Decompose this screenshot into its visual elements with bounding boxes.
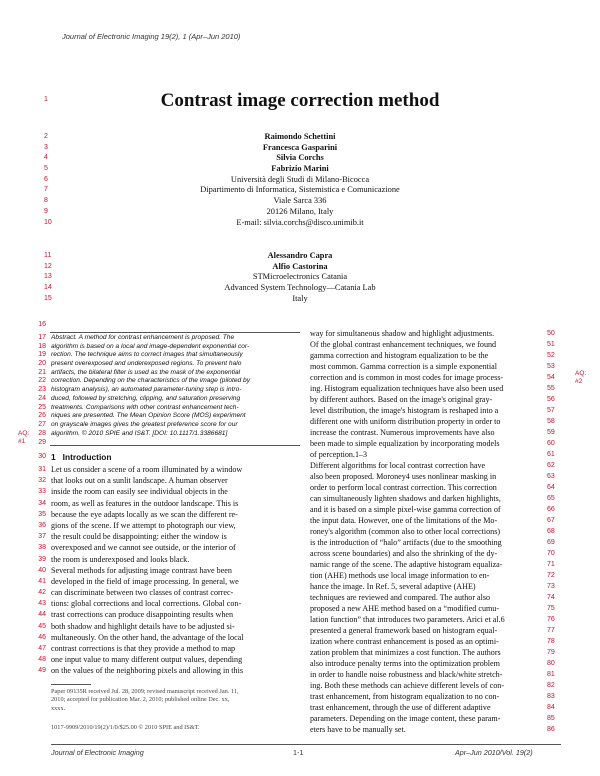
- author-affiliation-block-1: [120, 132, 480, 228]
- body-text-line: gions of the scene. If we attempt to photograph our view,: [51, 520, 236, 530]
- body-text-line: multaneously. On the other hand, the advantage of the local: [51, 632, 244, 642]
- body-text-line: the room is underexposed and looks black.: [51, 554, 190, 564]
- line-number: 9: [44, 207, 48, 215]
- line-number: 60: [547, 440, 555, 447]
- abstract-line: niques are presented. The Mean Opinion Score (MOS) experiment: [51, 412, 246, 420]
- line-number: 53: [547, 363, 555, 370]
- body-text-line: correction and is common in most codes for image process-: [310, 373, 504, 382]
- line-number: 81: [547, 671, 555, 678]
- footnote-line: xxxx.: [51, 704, 66, 712]
- author-line: 20126 Milano, Italy: [266, 206, 334, 216]
- line-number: 56: [547, 396, 555, 403]
- line-number: 47: [38, 645, 46, 652]
- abstract-bottom-rule: [50, 445, 300, 446]
- author-line: Italy: [292, 293, 308, 303]
- left-column-body: [51, 464, 302, 677]
- line-number: 63: [547, 473, 555, 480]
- line-number: 1: [44, 96, 48, 103]
- body-text-line: Different algorithms for local contrast correction have: [310, 461, 486, 470]
- body-text-line: most common. Gamma correction is a simple exponential: [310, 362, 498, 371]
- line-number: 31: [38, 466, 46, 473]
- line-number: 18: [38, 342, 46, 350]
- body-text-line: Of the global contrast enhancement techniques, we found: [310, 340, 497, 349]
- body-text-line: level distribution, the image's histogram is reshaped into a: [310, 406, 499, 415]
- line-number: 48: [38, 656, 46, 664]
- body-text-line: proposed a new AHE method based on a “modified cumu-: [310, 604, 500, 613]
- abstract-line: correction. Depending on the characteristics of the image (piloted by: [51, 377, 251, 385]
- line-number: 45: [38, 622, 46, 630]
- line-number: 26: [38, 412, 46, 420]
- line-number: 74: [547, 594, 555, 601]
- body-text-line: can discriminate between two classes of contrast correc-: [51, 588, 234, 598]
- body-text-line: Let us consider a scene of a room illuminated by a window: [51, 465, 243, 474]
- line-number: 28: [38, 429, 46, 437]
- body-text-line: eters have to be manually set.: [310, 725, 406, 734]
- line-number: 20: [38, 360, 46, 368]
- line-number: 64: [547, 484, 555, 491]
- body-text-line: that looks out on a sunlit landscape. A human observer: [51, 476, 228, 486]
- line-number: 51: [547, 341, 555, 348]
- body-text-line: ing. Histogram equalization techniques have also been used: [310, 384, 504, 393]
- issn-line: 1017-9909/2010/19(2)/1/0/$25.00 © 2010 SPIE and IS&T.: [51, 724, 200, 731]
- body-text-line: hance the image. In Ref. 5, several adaptive (AHE): [310, 582, 476, 591]
- author-query-marker[interactable]: AQ: #1: [18, 430, 30, 445]
- line-number: 21: [38, 368, 46, 376]
- body-text-line: can simultaneously lighten shadows and darken highlights,: [310, 494, 501, 503]
- line-number: 58: [547, 418, 555, 425]
- body-text-line: on the values of the neighboring pixels and allowing in this: [51, 666, 243, 676]
- line-number: 30: [38, 453, 46, 460]
- body-text-line: lation function” that introduces two parameters. Arici et al.6: [310, 615, 505, 624]
- footer-issue: Apr–Jun 2010/Vol. 19(2): [455, 748, 533, 757]
- body-text-line: room, as well as features in the outdoor landscape. This is: [51, 498, 239, 508]
- line-number: 46: [38, 633, 46, 641]
- section-heading: [51, 452, 112, 462]
- author-line: Silvia Corchs: [276, 153, 324, 163]
- body-text-line: in order to handle noise robustness and black/white stretch-: [310, 670, 503, 679]
- page-number: 1-1: [293, 748, 304, 757]
- line-number: 75: [547, 605, 555, 612]
- body-text-line: the result could be disappointing: either the window is: [51, 532, 227, 542]
- body-text-line: increase the contrast. Numerous improvements have also: [310, 428, 495, 437]
- line-number: 34: [38, 499, 46, 507]
- abstract-line: algorithm. © 2010 SPIE and IS&T. [DOI: 10.1117/1.3386681]: [51, 429, 228, 437]
- author-line: Alfio Castorina: [272, 261, 328, 271]
- line-number: 71: [547, 561, 555, 568]
- line-number: 61: [547, 451, 555, 458]
- line-number: 85: [547, 715, 555, 722]
- abstract: [51, 334, 300, 438]
- line-number: 17: [38, 334, 46, 341]
- line-number: 16: [38, 321, 46, 328]
- line-number: 39: [38, 555, 46, 563]
- body-text-line: namic range of the scene. The adaptive histogram equaliza-: [310, 560, 503, 569]
- footer-rule: [51, 744, 561, 745]
- footnote-line: Paper 09135R received Jul. 28, 2009; revised manuscript received Jan. 11,: [51, 688, 239, 695]
- running-header: Journal of Electronic Imaging 19(2), 1 (Apr–Jun 2010): [62, 32, 241, 41]
- line-number: 7: [44, 186, 48, 194]
- body-text-line: the input data. However, one of the limitations of the Mo-: [310, 516, 498, 525]
- abstract-line: rection. The technique aims to correct images that simultaneously: [51, 351, 243, 359]
- line-number: 66: [547, 506, 555, 513]
- line-number: 54: [547, 374, 555, 381]
- author-affiliation-block-2: [120, 251, 480, 304]
- author-line: Raimondo Schettini: [264, 132, 336, 141]
- line-number: 40: [38, 566, 46, 574]
- body-text-line: overexposed and we cannot see outside, or the interior of: [51, 543, 236, 553]
- body-text-line: roney's algorithm (common also to other local corrections): [310, 527, 501, 536]
- line-number: 36: [38, 521, 46, 529]
- body-text-line: presented a general framework based on histogram equal-: [310, 626, 498, 635]
- abstract-line: histogram analysis), an automated parameter-tuning step is intro-: [51, 386, 242, 394]
- line-number: 55: [547, 385, 555, 392]
- line-number: 2: [44, 133, 48, 140]
- line-number: 49: [38, 667, 46, 675]
- body-text-line: also been proposed. Moroney4 uses nonlinear masking in: [310, 472, 497, 481]
- line-number: 50: [547, 330, 555, 337]
- abstract-top-rule: [50, 332, 300, 333]
- body-text-line: trast enhancement, through the use of different adaptive: [310, 703, 491, 712]
- abstract-line: present overexposed and underexposed regions. To prevent halo: [51, 360, 242, 368]
- line-number: 70: [547, 550, 555, 557]
- body-text-line: tions: global corrections and local corrections. Global con-: [51, 599, 242, 609]
- line-number: 72: [547, 572, 555, 579]
- abstract-line: algorithm is based on a local and image-dependent exponential cor-: [51, 342, 250, 350]
- line-number: 32: [38, 477, 46, 485]
- author-line: Viale Sarca 336: [273, 196, 327, 206]
- author-line: Alessandro Capra: [267, 251, 333, 260]
- line-number: 79: [547, 649, 555, 656]
- abstract-line: treatments. Comparisons with other contrast enhancement tech-: [51, 403, 239, 411]
- line-number: 59: [547, 429, 555, 436]
- body-text-line: of perception.1–3: [310, 450, 368, 459]
- body-text-line: been made to simple equalization by incorporating models: [310, 439, 500, 448]
- body-text-line: across scene boundaries) and also the shrinking of the dy-: [310, 549, 498, 558]
- body-text-line: zation problem that minimizes a cost function. The authors: [310, 648, 501, 657]
- author-line: STMicroelectronics Catania: [252, 272, 348, 282]
- line-number: 29: [38, 439, 46, 446]
- line-number: 25: [38, 403, 46, 411]
- line-number: 37: [38, 533, 46, 541]
- body-text-line: trast enhancement, from histogram equalization to no con-: [310, 692, 500, 701]
- line-number: 6: [44, 175, 48, 183]
- body-text-line: is the introduction of “halo” artifacts (due to the smoothing: [310, 538, 502, 547]
- line-number: 33: [38, 488, 46, 496]
- line-number: 57: [547, 407, 555, 414]
- line-number: 8: [44, 197, 48, 205]
- abstract-line: Abstract. A method for contrast enhancement is proposed. The: [51, 334, 235, 341]
- author-line: Advanced System Technology—Catania Lab: [224, 283, 376, 293]
- line-number: 19: [38, 351, 46, 359]
- line-number: 24: [38, 394, 46, 402]
- line-number: 52: [547, 352, 555, 359]
- body-text-line: different one with uniform distribution property in order to: [310, 417, 501, 426]
- line-number: 38: [38, 544, 46, 552]
- line-number: 5: [44, 165, 48, 173]
- line-number: 3: [44, 143, 48, 151]
- left-column-line-numbers: [30, 464, 46, 677]
- line-number: 73: [547, 583, 555, 590]
- line-number: 22: [38, 377, 46, 385]
- line-number: 80: [547, 660, 555, 667]
- body-text-line: parameters. Depending on the image content, these param-: [310, 714, 501, 723]
- line-number: 68: [547, 528, 555, 535]
- body-text-line: trast corrections can produce disappointing results when: [51, 610, 234, 620]
- abstract-line: artifacts, the bilateral filter is used as the mask of the exponential: [51, 368, 241, 376]
- author-line: Fabrizio Marini: [271, 164, 329, 174]
- line-number: 14: [44, 284, 52, 292]
- body-text-line: one input value to many different output values, depending: [51, 655, 243, 665]
- right-column-line-numbers: [547, 328, 561, 735]
- paper-title: Contrast image correction method: [160, 90, 440, 111]
- line-number: 27: [38, 420, 46, 428]
- line-number: 67: [547, 517, 555, 524]
- line-number: 10: [44, 218, 52, 226]
- footnote: [51, 688, 301, 713]
- line-number: 12: [44, 262, 52, 270]
- line-number: 35: [38, 510, 46, 518]
- line-number: 76: [547, 616, 555, 623]
- body-text-line: techniques are reviewed and compared. The author also: [310, 593, 491, 602]
- body-text-line: ing. Both these methods can achieve different levels of con-: [310, 681, 505, 690]
- author-line-numbers: [44, 132, 58, 228]
- body-text-line: also introduce penalty terms into the optimization problem: [310, 659, 500, 668]
- line-number: 13: [44, 273, 52, 281]
- line-number: 62: [547, 462, 555, 469]
- abstract-line-numbers: [30, 334, 46, 438]
- footnote-rule: [51, 684, 91, 685]
- right-column-body: [310, 328, 545, 735]
- line-number: 44: [38, 611, 46, 619]
- body-text-line: gamma correction and histogram equalization to be the: [310, 351, 489, 360]
- section-title: Introduction: [62, 452, 112, 462]
- author-line: Dipartimento di Informatica, Sistemistica e Comunicazione: [200, 185, 400, 195]
- line-number: 43: [38, 600, 46, 608]
- line-number: 82: [547, 682, 555, 689]
- body-text-line: order to perform local contrast correction. This correction: [310, 483, 497, 492]
- author-query-marker[interactable]: AQ: #2: [575, 370, 587, 385]
- line-number: 65: [547, 495, 555, 502]
- body-text-line: developed in the field of image processing. In general, we: [51, 576, 239, 586]
- body-text-line: way for simultaneous shadow and highlight adjustments.: [310, 329, 495, 338]
- abstract-line: on grayscale images gives the greatest preference score for our: [51, 420, 238, 428]
- body-text-line: and it is based on a simple pixel-wise gamma correction of: [310, 505, 501, 514]
- body-text-line: by different authors. Based on the image's original gray-: [310, 395, 493, 404]
- line-number: 86: [547, 726, 555, 733]
- author-line: E-mail: silvia.corchs@disco.unimib.it: [236, 217, 364, 227]
- line-number: 23: [38, 386, 46, 394]
- line-number: 11: [44, 252, 52, 259]
- author-line-numbers: [44, 251, 58, 304]
- section-number: 1: [51, 452, 56, 462]
- line-number: 4: [44, 154, 48, 162]
- footnote-line: 2010; accepted for publication Mar. 2, 2010; published online Dec. xx,: [51, 696, 230, 704]
- abstract-line: duced, followed by stretching, clipping, and saturation preserving: [51, 394, 241, 402]
- body-text-line: both shadow and highlight details have to be adjusted si-: [51, 621, 235, 631]
- body-text-line: ization where contrast enhancement is posed as an optimi-: [310, 637, 499, 646]
- line-number: 77: [547, 627, 555, 634]
- body-text-line: tion (AHE) methods use local image information to en-: [310, 571, 490, 580]
- author-line: Università degli Studi di Milano-Bicocca: [230, 174, 370, 184]
- line-number: 42: [38, 589, 46, 597]
- line-number: 69: [547, 539, 555, 546]
- line-number: 15: [44, 294, 52, 302]
- footer-journal: Journal of Electronic Imaging: [51, 748, 144, 757]
- body-text-line: contrast corrections is that they provide a method to map: [51, 644, 236, 653]
- body-text-line: inside the room can easily see individual objects in the: [51, 487, 228, 497]
- line-number: 41: [38, 577, 46, 585]
- author-line: Francesca Gasparini: [262, 142, 338, 152]
- line-number: 78: [547, 638, 555, 645]
- line-number: 83: [547, 693, 555, 700]
- body-text-line: because the eye adapts locally as we scan the different re-: [51, 509, 238, 519]
- body-text-line: Several methods for adjusting image contrast have been: [51, 565, 232, 575]
- line-number: 84: [547, 704, 555, 711]
